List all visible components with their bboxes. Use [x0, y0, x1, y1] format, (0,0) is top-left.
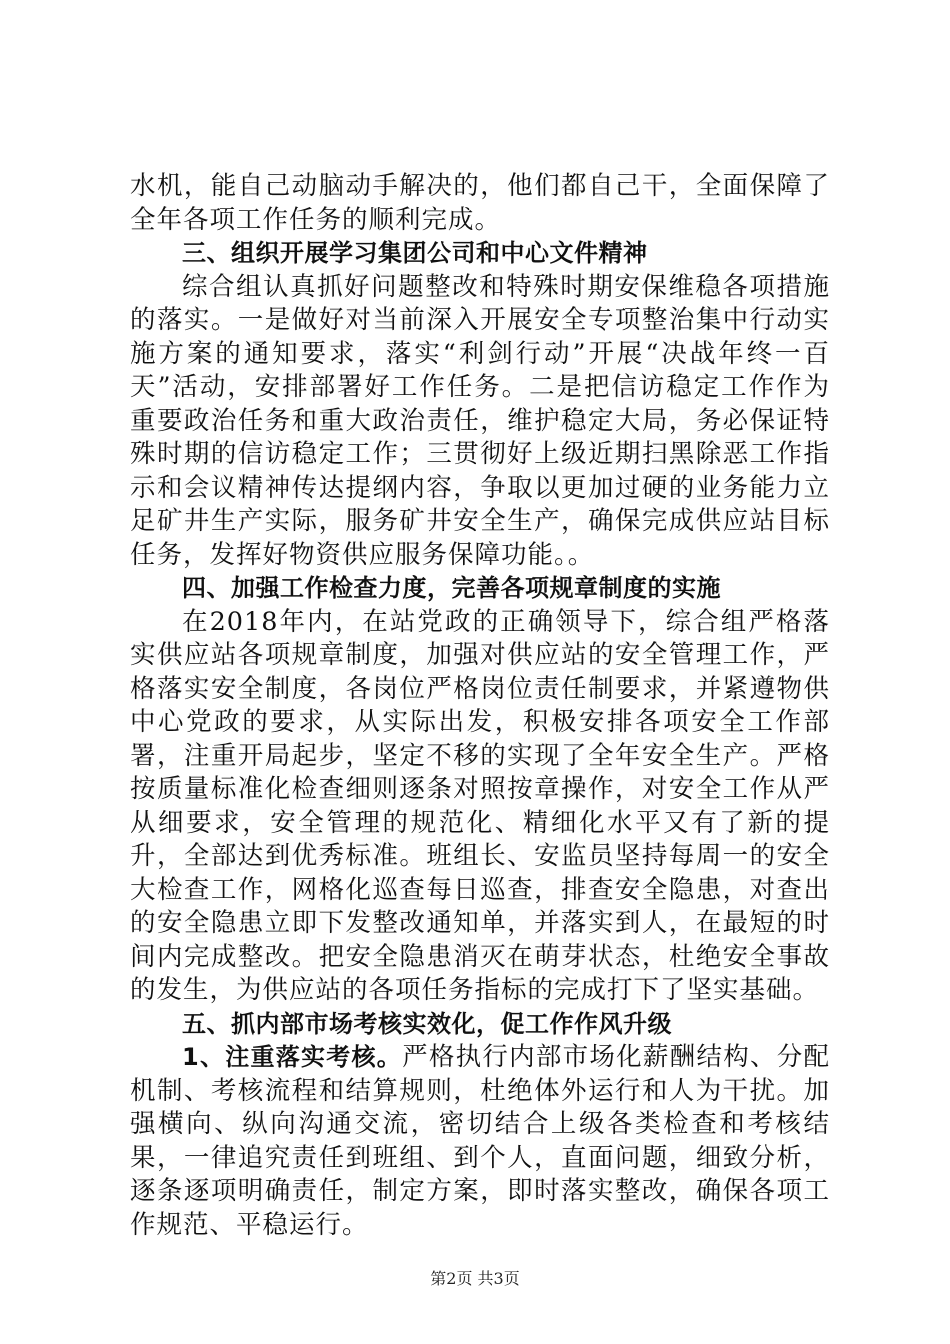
- document-body: [130, 170, 830, 1242]
- section-heading-4: 四、加强工作检查力度，完善各项规章制度的实施: [182, 574, 721, 602]
- paragraph-continuation: 水机，能自己动脑动手解决的，他们都自己干，全面保障了全年各项工作任务的顺利完成。: [130, 171, 830, 235]
- paragraph-section-3: 综合组认真抓好问题整改和特殊时期安保维稳各项措施的落实。一是做好对当前深入开展安全专项整治集中行动实施方案的通知要求，落实“利剑行动”开展“决战年终一百天”活动，安排部署好工作任务。二是把信访稳定工作作为重要政治任务和重大政治责任，维护稳定大局，务必保证特殊时期的信访稳定工作；三贯彻好上级近期扫黑除恶工作指示和会议精神传达提纲内容，争取以更加过硬的业务能力立足矿井生产实际，服务矿井安全生产，确保完成供应站目标任务，发挥好物资供应服务保障功能。。: [130, 271, 830, 570]
- paragraph-section-4: 在2018年内，在站党政的正确领导下，综合组严格落实供应站各项规章制度，加强对供应站的安全管理工作，严格落实安全制度，各岗位严格岗位责任制要求，并紧遵物供中心党政的要求，从实际出发，积极安排各项安全工作部署，注重开局起步，坚定不移的实现了全年安全生产。严格按质量标准化检查细则逐条对照按章操作，对安全工作从严从细要求，安全管理的规范化、精细化水平又有了新的提升，全部达到优秀标准。班组长、安监员坚持每周一的安全大检查工作，网格化巡查每日巡查，排查安全隐患，对查出的安全隐患立即下发整改通知单，并落实到人，在最短的时间内完成整改。把安全隐患消灭在萌芽状态，杜绝安全事故的发生，为供应站的各项任务指标的完成打下了坚实基础。: [130, 606, 830, 1005]
- section-heading-5: 五、抓内部市场考核实效化，促工作作风升级: [182, 1009, 672, 1038]
- paragraph-section-5: [130, 1041, 830, 1242]
- section-heading-3: 三、组织开展学习集团公司和中心文件精神: [182, 239, 648, 267]
- subsection-text: 严格执行内部市场化薪酬结构、分配机制、考核流程和结算规则，杜绝体外运行和人为干扰。加强横向、纵向沟通交流，密切结合上级各类检查和考核结果，一律追究责任到班组、到个人，直面问题，细致分析，逐条逐项明确责任，制定方案，即时落实整改，确保各项工作规范、平稳运行。: [130, 1042, 830, 1240]
- page-footer: [0, 1266, 950, 1289]
- subsection-lead: 1、注重落实考核。: [182, 1043, 403, 1071]
- page-number-label: 第2页 共3页: [430, 1269, 520, 1288]
